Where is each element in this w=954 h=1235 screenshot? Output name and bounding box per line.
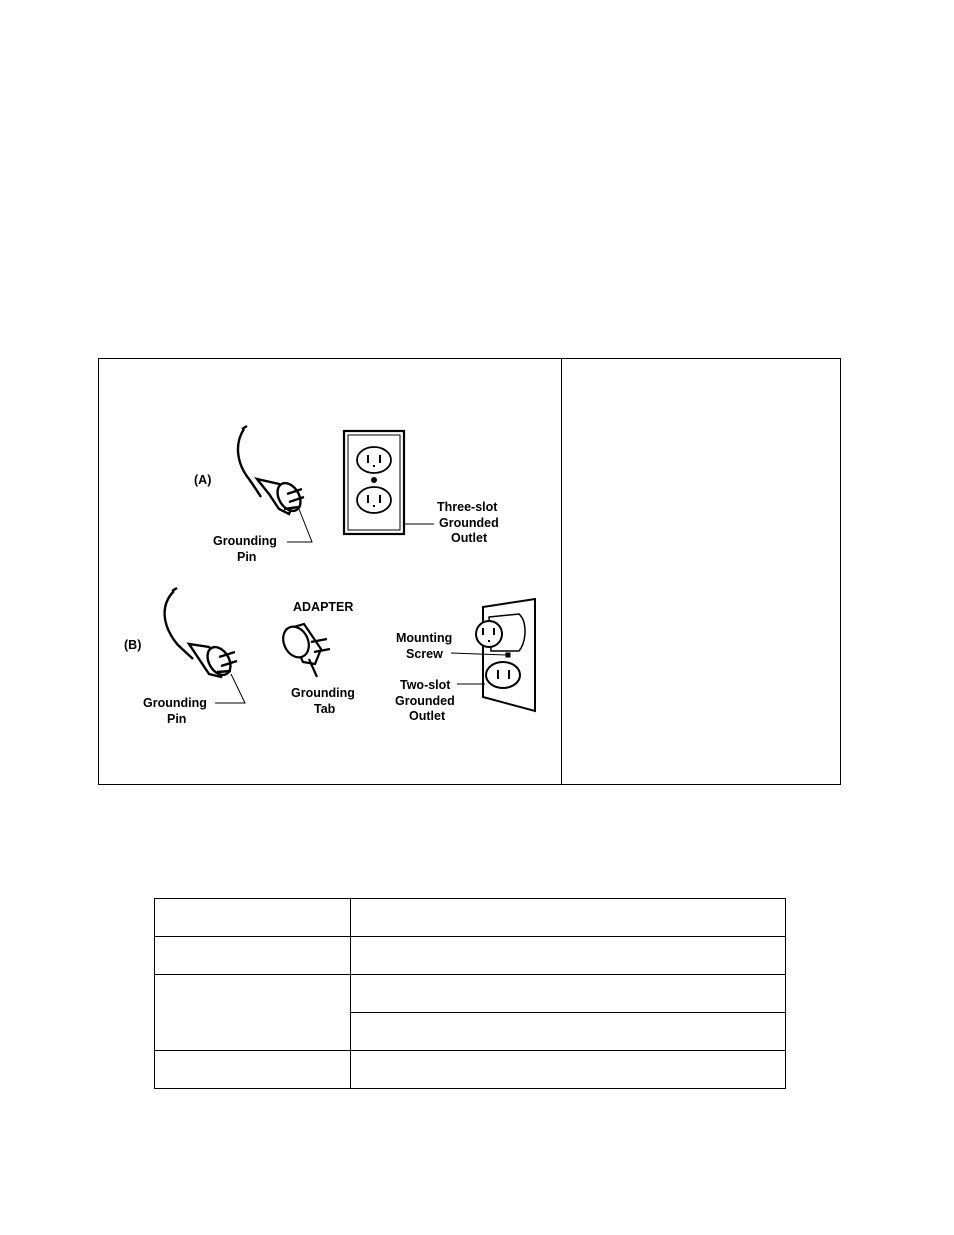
mounting-screw-line2: Screw (406, 647, 443, 661)
table-row-value (351, 975, 786, 1013)
figure-divider (561, 359, 562, 784)
label-b: (B) (124, 638, 142, 652)
table-row (155, 1051, 786, 1089)
table-row (155, 937, 786, 975)
side-panel (563, 359, 840, 784)
grounding-diagram (99, 359, 561, 784)
grounding-pin-a-line1: Grounding (213, 534, 277, 548)
grounding-pin-b-line2: Pin (167, 712, 187, 726)
table-row-value (351, 899, 786, 937)
three-slot-outlet-line1: Three-slot (437, 500, 498, 514)
two-slot-outlet-line2: Grounded (395, 694, 455, 708)
grounding-pin-a-line2: Pin (237, 550, 257, 564)
table-row-label (155, 937, 351, 975)
table-row (155, 899, 786, 937)
adapter-icon (278, 622, 330, 677)
grounding-pin-a-leader (287, 509, 312, 542)
grounding-figure-box (98, 358, 841, 785)
mounting-screw-line1: Mounting (396, 631, 453, 645)
table-row (155, 975, 786, 1013)
two-prong-plug-icon (165, 588, 237, 679)
three-slot-outlet-line2: Grounded (439, 516, 499, 530)
grounding-pin-b-line1: Grounding (143, 696, 207, 710)
grounding-tab-line1: Grounding (291, 686, 355, 700)
three-prong-plug-icon (238, 426, 305, 515)
two-slot-outlet-line1: Two-slot (400, 678, 451, 692)
adapter-label: ADAPTER (293, 600, 354, 614)
table-row-label (155, 1051, 351, 1089)
label-a: (A) (194, 473, 212, 487)
two-slot-outlet-line3: Outlet (409, 709, 446, 723)
two-slot-outlet-icon (451, 599, 535, 711)
spec-table (154, 898, 786, 1089)
table-row-value (351, 1013, 786, 1051)
table-row-label (155, 975, 351, 1051)
three-slot-outlet-line3: Outlet (451, 531, 488, 545)
grounding-tab-line2: Tab (314, 702, 336, 716)
grounding-pin-b-leader (215, 674, 245, 703)
table-row-value (351, 1051, 786, 1089)
table-row-value (351, 937, 786, 975)
three-slot-outlet-icon (344, 431, 434, 534)
table-row-label (155, 899, 351, 937)
